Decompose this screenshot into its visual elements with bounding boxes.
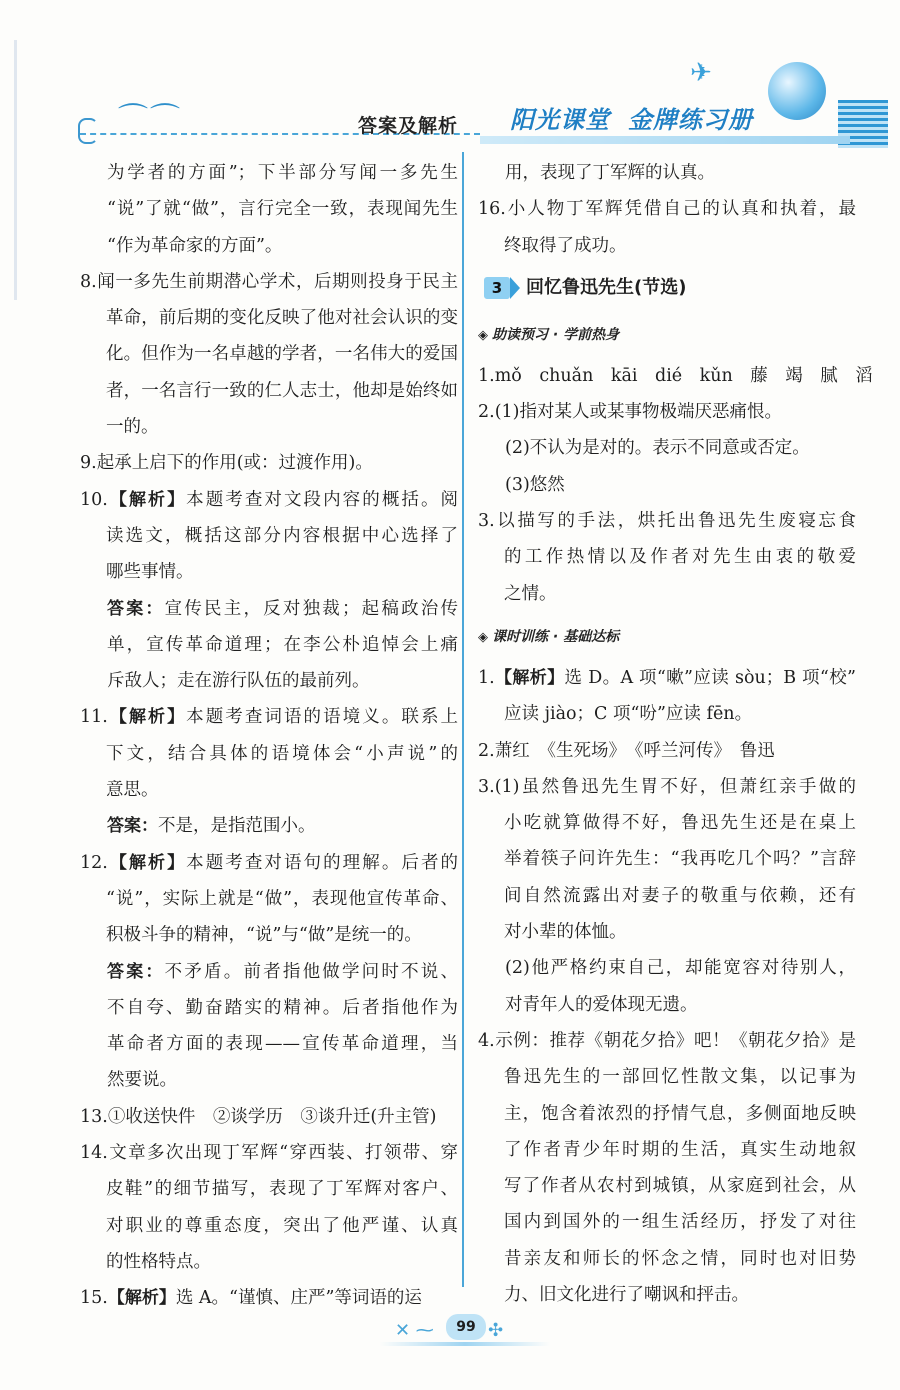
text-line: 对青年人的爱体现无遗。 xyxy=(505,994,698,1015)
answer-item xyxy=(80,1099,458,1135)
header-band xyxy=(480,136,850,144)
text-line: 终取得了成功。 xyxy=(504,235,627,256)
answer-item xyxy=(478,430,856,466)
text-line: “说”了就“做”，言行完全一致，表现闻先生 xyxy=(107,199,458,220)
line-text: 选 D。A 项“嗽”应读 sòu；B 项“校” xyxy=(564,667,857,688)
text-line: 9.起承上启下的作用(或：过渡作用)。 xyxy=(80,453,373,474)
answer-item xyxy=(478,503,856,612)
answer-item xyxy=(80,482,458,591)
answer-item xyxy=(478,155,856,191)
pinwheel-icon: ✣ xyxy=(488,1320,504,1341)
answer-item xyxy=(478,191,856,264)
answer-item xyxy=(80,845,458,954)
text-line: 3.(1)虽然鲁迅先生胃不好，但萧红亲手做的 xyxy=(478,776,856,797)
text-line: 读选文，概括这部分内容根据中心选择了 xyxy=(106,525,458,546)
text-line: 革命者方面的表现——宣传革命道理，当 xyxy=(107,1034,458,1055)
paperclip-icon xyxy=(78,118,98,144)
text-line: 鲁迅先生的一部回忆性散文集，以记事为 xyxy=(504,1067,856,1088)
analysis-tag: 【解析】 xyxy=(107,707,187,728)
answer-item xyxy=(478,394,856,430)
text-line: 积极斗争的精神，“说”与“做”是统一的。 xyxy=(106,925,422,946)
line-text: 本题考查对文段内容的概括。阅 xyxy=(186,489,459,510)
text-line: 对小辈的体恤。 xyxy=(504,922,627,943)
birds-icon: ⌒⌒ xyxy=(118,102,182,137)
text-line: 哪些事情。 xyxy=(106,562,194,583)
text-line: 对职业的尊重态度，突出了他严谨、认真 xyxy=(106,1215,458,1236)
text-line: 16.小人物丁军辉凭借自己的认真和执着，最 xyxy=(478,199,856,220)
answer-item xyxy=(80,445,458,481)
section-title: 答案及解析 xyxy=(358,115,459,137)
page-footer xyxy=(0,1310,900,1350)
item-number: 12. xyxy=(80,852,108,873)
text-line: “说”，实际上就是“做”，表现他宣传革命、 xyxy=(106,888,458,909)
lesson-heading xyxy=(484,268,856,308)
line-text: 选 A。“谨慎、庄严”等词语的运 xyxy=(175,1288,422,1309)
text-line: 单，宣传革命道理；在李公朴追悼会上痛 xyxy=(107,634,458,655)
answer-item xyxy=(80,591,458,700)
analysis-tag: 【解析】 xyxy=(107,1288,176,1309)
page-header xyxy=(0,0,900,170)
text-line: 革命，前后期的变化反映了他对社会认识的变 xyxy=(106,308,458,329)
text-line: 意思。 xyxy=(106,780,159,801)
right-column-top xyxy=(478,155,856,264)
text-line: 下文，结合具体的语境体会“小声说”的 xyxy=(106,743,458,764)
answer-item xyxy=(478,467,856,503)
text-line: 4.示例：推荐《朝花夕拾》吧！《朝花夕拾》是 xyxy=(478,1030,856,1051)
text-line: 间自然流露出对妻子的敬重与依赖，还有 xyxy=(504,885,856,906)
line-text: 本题考查对语句的理解。后者的 xyxy=(186,852,459,873)
text-line: 力、旧文化进行了嘲讽和抨击。 xyxy=(504,1285,749,1306)
item-number: 10. xyxy=(80,489,108,510)
diamond-book-icon: ◈ xyxy=(478,327,488,343)
answer-item xyxy=(80,954,458,1099)
sub-heading-preview-text: 助读预习 · 学前热身 xyxy=(492,326,620,343)
text-line: 应读 jiào；C 项“吩”应读 fēn。 xyxy=(504,704,753,725)
text-line: 写了作者从农村到城镇，从家庭到社会，从 xyxy=(504,1176,856,1197)
lesson-title: 回忆鲁迅先生(节选) xyxy=(526,276,687,298)
text-line xyxy=(80,482,458,518)
answer-item xyxy=(478,1023,856,1313)
page-number: 99 xyxy=(446,1314,486,1340)
item-number: 11. xyxy=(80,707,108,728)
left-column xyxy=(80,155,458,1317)
answer-item xyxy=(80,155,458,264)
column-divider xyxy=(462,152,464,1287)
text-line: 13.①收送快件 ②谈学历 ③谈升迁(升主管) xyxy=(80,1106,437,1127)
right-column xyxy=(478,155,873,1313)
paper-plane-icon: ✈ xyxy=(690,58,712,88)
line-text: 本题考查词语的语境义。联系上 xyxy=(186,707,459,728)
analysis-tag: 【解析】 xyxy=(107,852,187,873)
answer-item xyxy=(478,660,856,733)
text-line xyxy=(80,808,458,844)
answer-item xyxy=(478,769,856,950)
footer-bar xyxy=(380,1342,550,1346)
answer-label: 答案： xyxy=(107,961,165,982)
brand-part-1: 阳光课堂 xyxy=(510,105,610,134)
text-line: 2.萧红 《生死场》 《呼兰河传》 鲁迅 xyxy=(478,740,775,761)
line-text: 不矛盾。前者指他做学问时不说、 xyxy=(164,961,459,982)
text-line: 为学者的方面”；下半部分写闻一多先生 xyxy=(107,163,458,183)
text-line xyxy=(80,591,458,627)
text-line: 1.mǒ chuǎn kāi dié kǔn 藤 竭 腻 滔 xyxy=(478,365,873,386)
text-line: 小吃就算做得不好，鲁迅先生还是在桌上 xyxy=(504,813,856,834)
text-line: 14.文章多次出现丁军辉“穿西装、打领带、穿 xyxy=(80,1143,458,1164)
text-line: 国内到国外的一组生活经历，抒发了对往 xyxy=(504,1212,856,1233)
analysis-tag: 【解析】 xyxy=(494,667,565,688)
line-text: 不是，是指范围小。 xyxy=(158,816,316,837)
brand-part-2: 金牌练习册 xyxy=(628,105,753,134)
text-line: 主，饱含着浓烈的抒情气息，多侧面地反映 xyxy=(504,1103,856,1124)
text-line: (2)他严格约束自己，却能宽容对待别人， xyxy=(505,958,856,979)
answer-label: 答案： xyxy=(107,816,158,837)
text-line: 用，表现了丁军辉的认真。 xyxy=(505,163,715,183)
text-line: 斥敌人；走在游行队伍的最前列。 xyxy=(107,671,370,692)
sub-heading-training-text: 课时训练 · 基础达标 xyxy=(492,628,620,645)
text-line: 3.以描写的手法，烘托出鲁迅先生废寝忘食 xyxy=(478,511,856,532)
lesson-number: 3 xyxy=(484,277,510,299)
answer-item xyxy=(80,264,458,445)
globe-icon xyxy=(768,62,826,120)
item-number: 1. xyxy=(478,667,495,688)
right-section-preview xyxy=(478,358,873,612)
text-line: 然要说。 xyxy=(107,1070,177,1091)
text-line: 皮鞋”的细节描写，表现了丁军辉对客户、 xyxy=(106,1179,458,1200)
text-line xyxy=(478,660,856,696)
text-line: (2)不认为是对的。表示不同意或否定。 xyxy=(505,438,810,459)
sub-heading-training xyxy=(478,620,856,654)
text-line xyxy=(80,845,458,881)
answer-item xyxy=(80,699,458,808)
text-line: 之情。 xyxy=(504,583,557,604)
answer-item xyxy=(478,950,856,1023)
analysis-tag: 【解析】 xyxy=(107,489,187,510)
text-line: 举着筷子问许先生：“我再吃几个吗？”言辞 xyxy=(504,849,856,870)
star-decoration-icon: ✕ ⁓ xyxy=(395,1320,434,1341)
text-line: 者，一名言行一致的仁人志士，他却是始终如 xyxy=(106,380,458,401)
text-line: 不自夸、勤奋踏实的精神。后者指他作为 xyxy=(107,997,458,1018)
text-line: 2.(1)指对某人或某事物极端厌恶痛恨。 xyxy=(478,402,782,423)
chevron-right-icon xyxy=(510,277,520,299)
sub-heading-preview xyxy=(478,318,856,352)
text-line: (3)悠然 xyxy=(505,474,565,495)
text-line: 了作者青少年时期的生活，真实生动地叙 xyxy=(504,1139,856,1160)
answer-item xyxy=(478,733,856,769)
text-line: 的性格特点。 xyxy=(106,1251,211,1272)
answer-label: 答案： xyxy=(107,598,165,619)
text-line: 昔亲友和师长的怀念之情，同时也对旧势 xyxy=(504,1248,856,1269)
text-line: 一的。 xyxy=(106,417,159,438)
item-number: 15. xyxy=(80,1288,108,1309)
brand-title xyxy=(510,100,771,135)
right-section-training xyxy=(478,660,856,1313)
text-line: 化。但作为一名卓越的学者，一名伟大的爱国 xyxy=(106,344,458,365)
text-line: 8.闻一多先生前期潜心学术，后期则投身于民主 xyxy=(80,271,458,292)
answer-item xyxy=(80,1135,458,1280)
diamond-book-icon: ◈ xyxy=(478,629,488,645)
line-text: 宣传民主，反对独裁；起稿政治传 xyxy=(164,598,459,619)
text-line: “作为革命家的方面”。 xyxy=(107,235,283,256)
text-line: 的工作热情以及作者对先生由衷的敬爱 xyxy=(504,547,856,568)
answer-item xyxy=(80,808,458,844)
text-line xyxy=(80,954,458,990)
answer-item xyxy=(478,358,873,394)
text-line xyxy=(80,699,458,735)
